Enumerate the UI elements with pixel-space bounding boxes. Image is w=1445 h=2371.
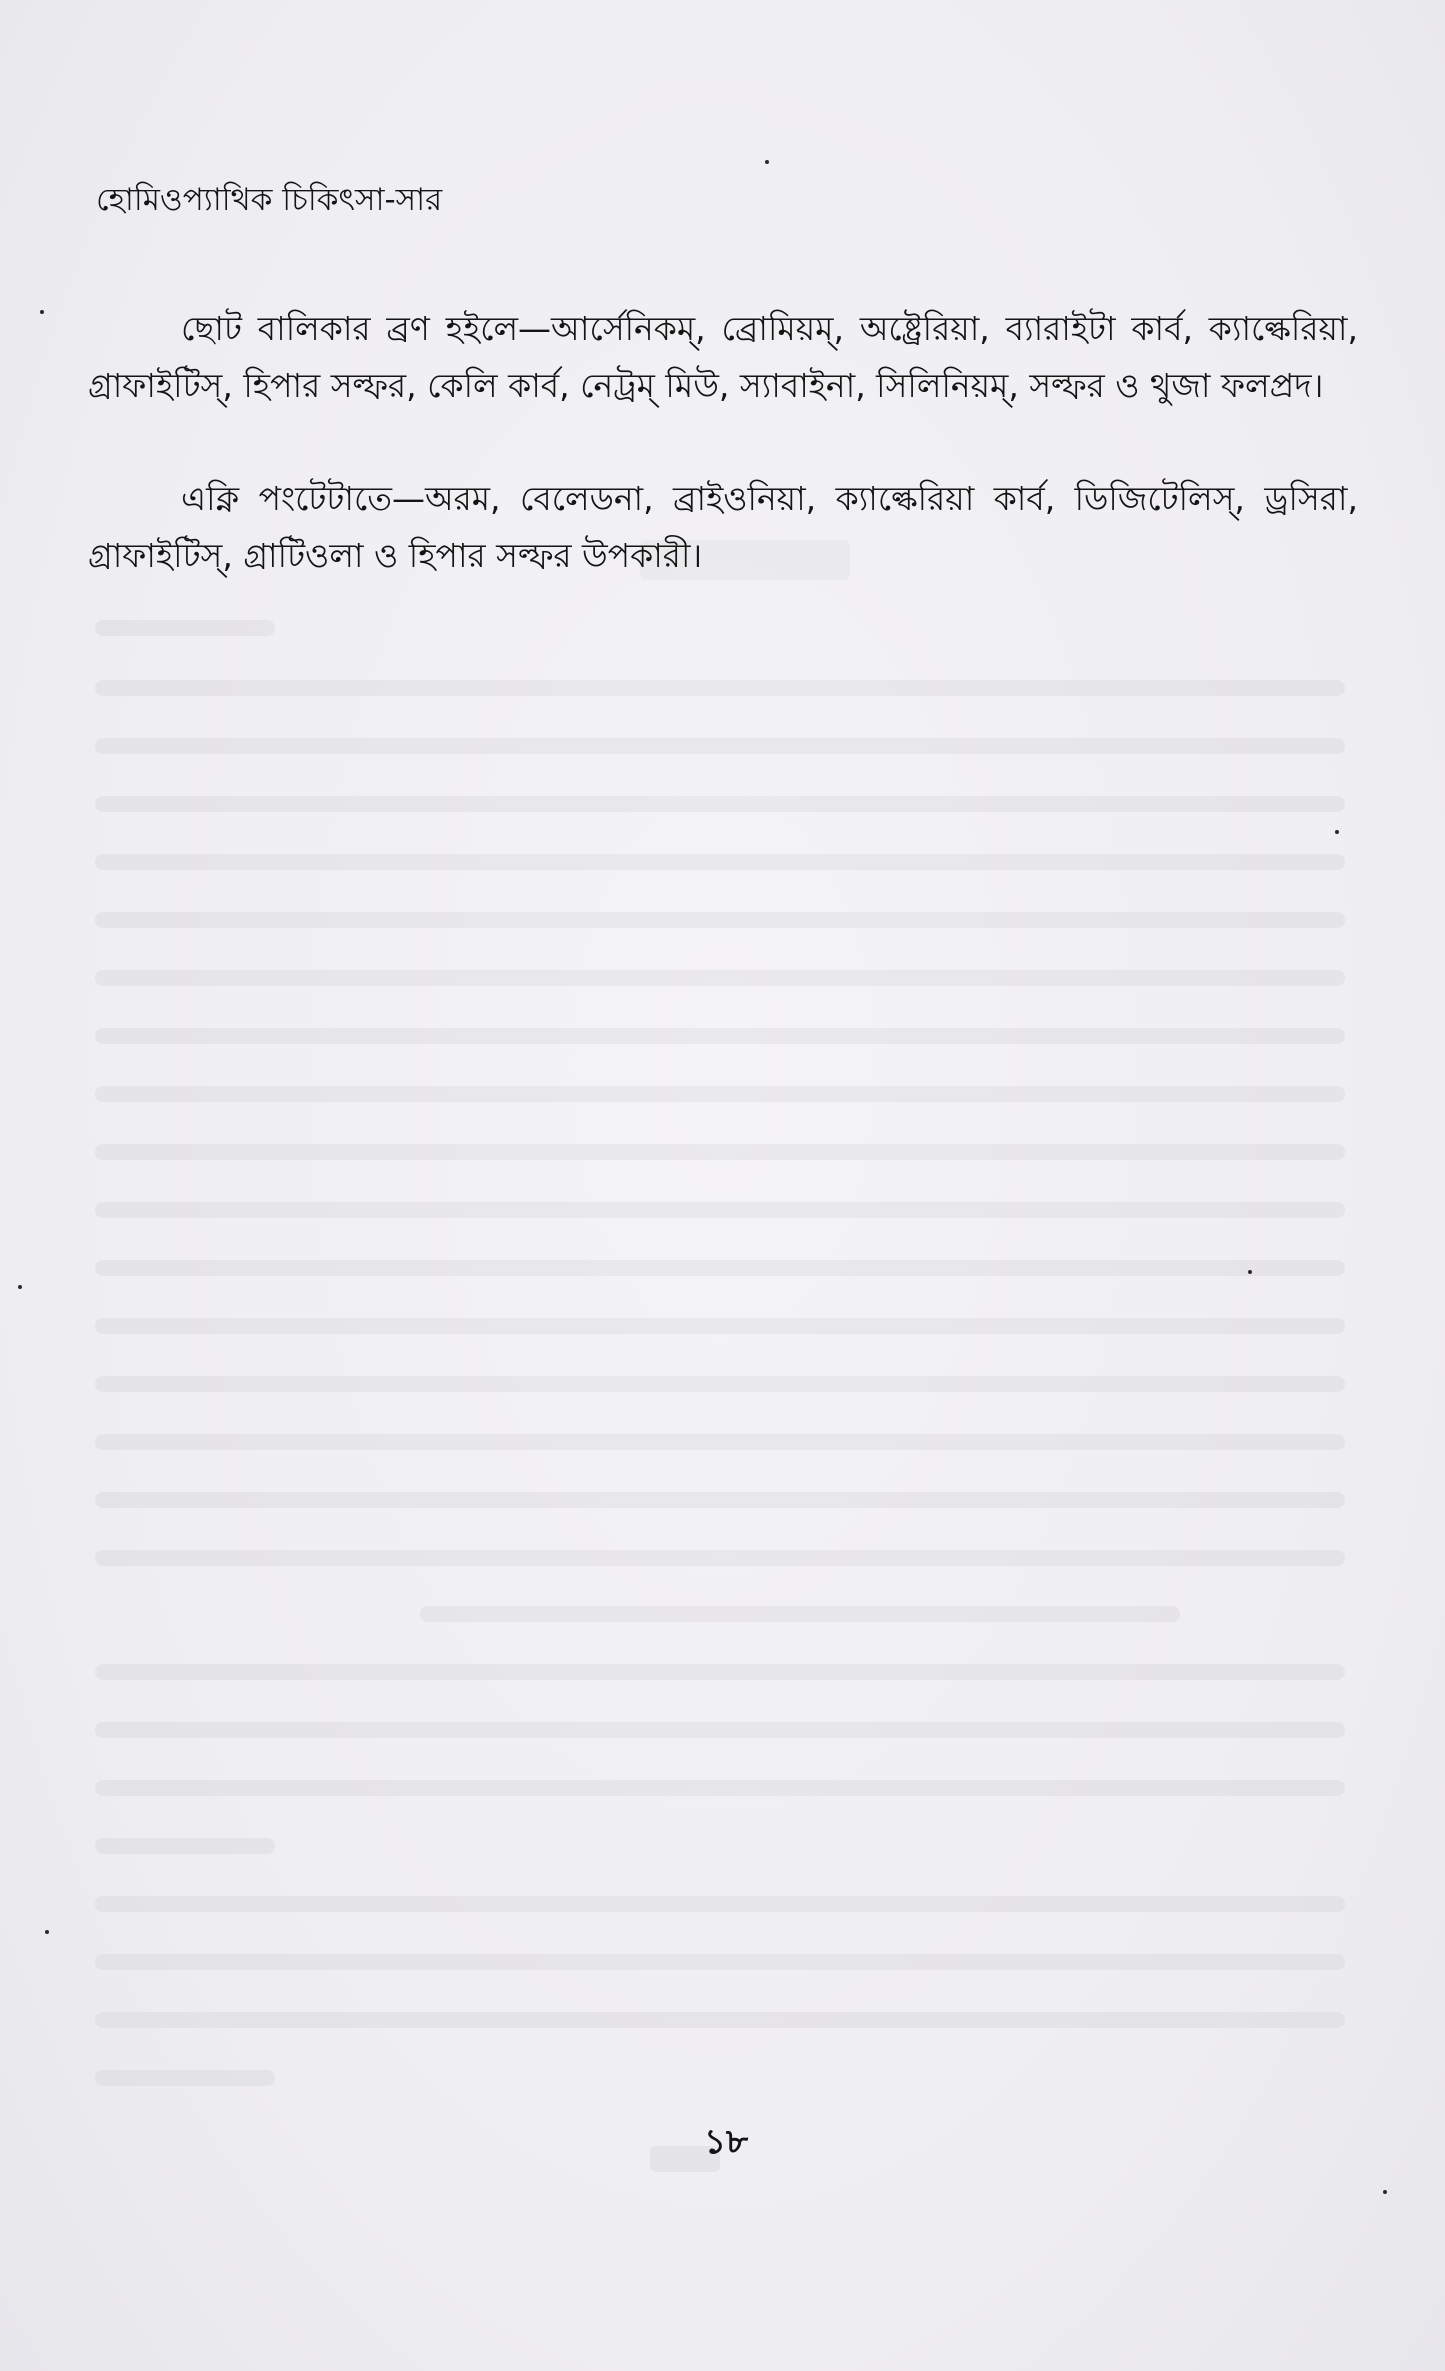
bleed-through-line (95, 738, 1345, 754)
body-paragraph: এক্নি পংটেটাতে—অরম, বেলেডনা, ব্রাইওনিয়া, ক্যাল্কেরিয়া কার্ব, ডিজিটেলিস্, ড্রসিরা, গ্রাফাইটিস্, গ্রাটিওলা ও হিপার সল্ফর উপকারী। (88, 479, 1358, 575)
bleed-through-line (95, 1202, 1345, 1218)
bleed-through-line (95, 1954, 1345, 1970)
bleed-through-line (95, 1086, 1345, 1102)
print-speck (1335, 830, 1339, 834)
bleed-through-line (95, 680, 1345, 696)
bleed-through-line (95, 1260, 1345, 1276)
bleed-through-line (95, 1896, 1345, 1912)
bleed-through-line (95, 1722, 1345, 1738)
bleed-through-line (95, 1780, 1345, 1796)
bleed-through-line (95, 2012, 1345, 2028)
print-speck (18, 1285, 22, 1289)
running-header-title: হোমিওপ্যাথিক চিকিৎসা-সার (96, 182, 443, 218)
print-speck (765, 160, 769, 164)
body-paragraph: ছোট বালিকার ব্রণ হইলে—আর্সেনিকম্, ব্রোমিয়ম্, অষ্ট্রেরিয়া, ব্যারাইটা কার্ব, ক্যাল্কেরিয়া, গ্রাফাইটিস্, হিপার সল্ফর, কেলি কার্ব, নেট্রম্ মিউ, স্যাবাইনা, সিলিনিয়ম্, সল্ফর ও থুজা ফলপ্রদ। (88, 309, 1358, 405)
print-speck (1248, 1270, 1252, 1274)
print-speck (1383, 2190, 1387, 2194)
bleed-through-line (95, 2070, 275, 2086)
bleed-through-line (95, 912, 1345, 928)
bleed-through-line (95, 1838, 275, 1854)
page-number: ১৮ (704, 2122, 749, 2162)
bleed-through-line (95, 1434, 1345, 1450)
print-speck (45, 1930, 49, 1934)
bleed-through-line (95, 620, 275, 636)
bleed-through-line (95, 1550, 1345, 1566)
bleed-through-line (95, 1492, 1345, 1508)
print-speck (40, 310, 44, 314)
bleed-through-line (95, 1318, 1345, 1334)
bleed-through-line (95, 1664, 1345, 1680)
bleed-through-line (95, 1028, 1345, 1044)
bleed-through-line (420, 1606, 1180, 1622)
bleed-through-line (95, 854, 1345, 870)
bleed-through-line (95, 970, 1345, 986)
bleed-through-line (95, 1144, 1345, 1160)
bleed-through-line (95, 796, 1345, 812)
bleed-through-line (95, 1376, 1345, 1392)
